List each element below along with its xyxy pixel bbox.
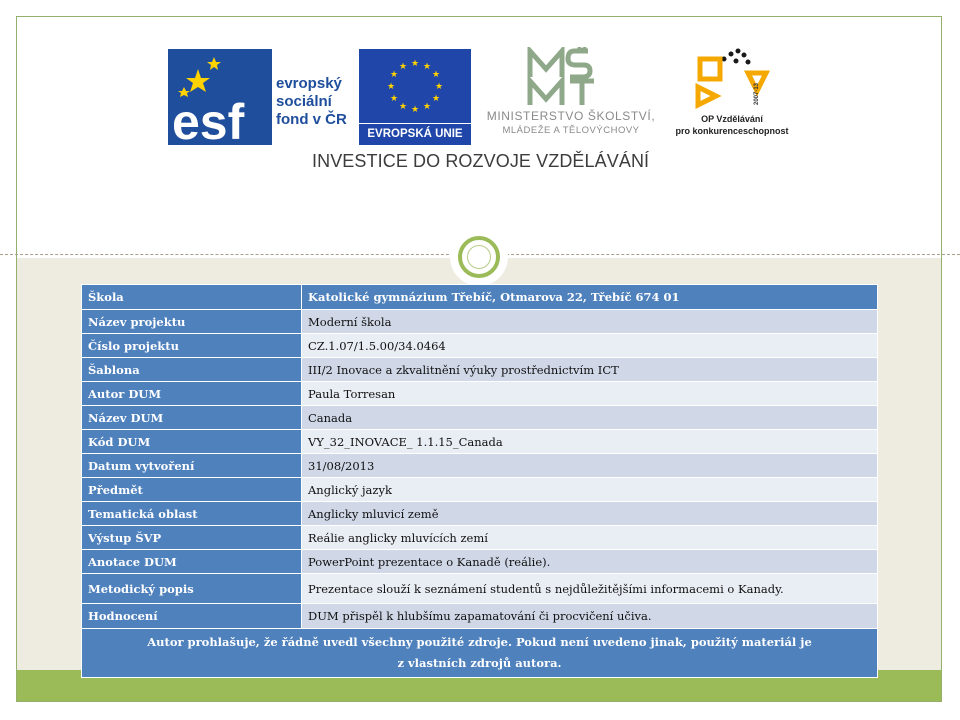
table-row	[82, 550, 878, 574]
author-declaration-line-1: Autor prohlašuje, že řádně uvedl všechny použité zdroje. Pokud není uvedeno jinak, použitý materiál je	[147, 635, 812, 649]
svg-text:★: ★	[398, 102, 408, 112]
row-value: DUM přispěl k hlubšímu zapamatování či procvičení učiva.	[302, 604, 878, 629]
esf-line-2: sociální	[276, 93, 332, 110]
row-value: Canada	[302, 406, 878, 430]
msmt-line-1: MINISTERSTVO ŠKOLSTVÍ,	[486, 109, 656, 123]
svg-text:★: ★	[431, 70, 441, 80]
row-value: Prezentace slouží k seznámení studentů s nejdůležitějšími informacemi o Kanady.	[302, 574, 878, 604]
row-value: VY_32_INOVACE_ 1.1.15_Canada	[302, 430, 878, 454]
row-label: Název DUM	[82, 406, 302, 430]
svg-text:★: ★	[434, 82, 444, 92]
table-footer-row	[82, 629, 878, 678]
msmt-mark	[526, 47, 616, 109]
svg-text:★: ★	[410, 105, 420, 115]
row-label: Název projektu	[82, 310, 302, 334]
op-line-1: OP Vzdělávání	[701, 114, 763, 124]
author-declaration	[82, 629, 878, 678]
row-label: Předmět	[82, 478, 302, 502]
banner-title: INVESTICE DO ROZVOJE VZDĚLÁVÁNÍ	[312, 151, 650, 171]
table-row	[82, 406, 878, 430]
table-row	[82, 310, 878, 334]
svg-text:★: ★	[431, 94, 441, 104]
row-value: Katolické gymnázium Třebíč, Otmarova 22, Třebíč 674 01	[302, 285, 878, 310]
op-mark	[672, 47, 792, 111]
msmt-logo	[476, 47, 666, 143]
eu-caption: EVROPSKÁ UNIE	[359, 124, 471, 145]
table-row	[82, 574, 878, 604]
row-label: Číslo projektu	[82, 334, 302, 358]
row-label: Metodický popis	[82, 574, 302, 604]
esf-line-1: evropský	[276, 75, 342, 92]
row-value: Moderní škola	[302, 310, 878, 334]
row-value: III/2 Inovace a zkvalitnění výuky prostřednictvím ICT	[302, 358, 878, 382]
svg-text:★: ★	[398, 62, 408, 72]
svg-text:★: ★	[422, 102, 432, 112]
esf-logo	[168, 49, 356, 145]
eu-logo	[359, 49, 471, 145]
svg-text:esf: esf	[172, 94, 245, 145]
svg-text:★: ★	[389, 70, 399, 80]
esf-mark	[168, 49, 272, 145]
row-value: 31/08/2013	[302, 454, 878, 478]
row-value: Reálie anglicky mluvících zemí	[302, 526, 878, 550]
table-row	[82, 382, 878, 406]
op-logo	[672, 47, 792, 143]
table-row	[82, 285, 878, 310]
row-label: Hodnocení	[82, 604, 302, 629]
project-info-table	[81, 284, 878, 678]
table-row	[82, 604, 878, 629]
row-label: Datum vytvoření	[82, 454, 302, 478]
row-value: Anglicky mluvicí země	[302, 502, 878, 526]
op-line-2: pro konkurenceschopnost	[675, 126, 789, 136]
row-value: CZ.1.07/1.5.00/34.0464	[302, 334, 878, 358]
row-label: Šablona	[82, 358, 302, 382]
row-label: Tematická oblast	[82, 502, 302, 526]
row-value: Anglický jazyk	[302, 478, 878, 502]
row-value: PowerPoint prezentace o Kanadě (reálie).	[302, 550, 878, 574]
msmt-line-2: MLÁDEŽE A TĚLOVÝCHOVY	[502, 125, 640, 136]
table-row	[82, 478, 878, 502]
divider-circle-inner	[467, 245, 491, 269]
table-row	[82, 430, 878, 454]
table-row	[82, 502, 878, 526]
row-label: Škola	[82, 285, 302, 310]
row-label: Autor DUM	[82, 382, 302, 406]
svg-text:2007-13: 2007-13	[754, 82, 760, 105]
table-row	[82, 358, 878, 382]
row-label: Výstup ŠVP	[82, 526, 302, 550]
row-label: Kód DUM	[82, 430, 302, 454]
svg-text:★: ★	[410, 59, 420, 69]
author-declaration-line-2: z vlastních zdrojů autora.	[397, 656, 562, 670]
row-label: Anotace DUM	[82, 550, 302, 574]
eu-flag	[359, 49, 471, 123]
row-value: Paula Torresan	[302, 382, 878, 406]
svg-text:★: ★	[422, 62, 432, 72]
svg-text:★: ★	[389, 94, 399, 104]
esf-line-3: fond v ČR	[276, 111, 347, 128]
table-row	[82, 334, 878, 358]
table-row	[82, 454, 878, 478]
svg-text:★: ★	[386, 82, 396, 92]
table-row	[82, 526, 878, 550]
